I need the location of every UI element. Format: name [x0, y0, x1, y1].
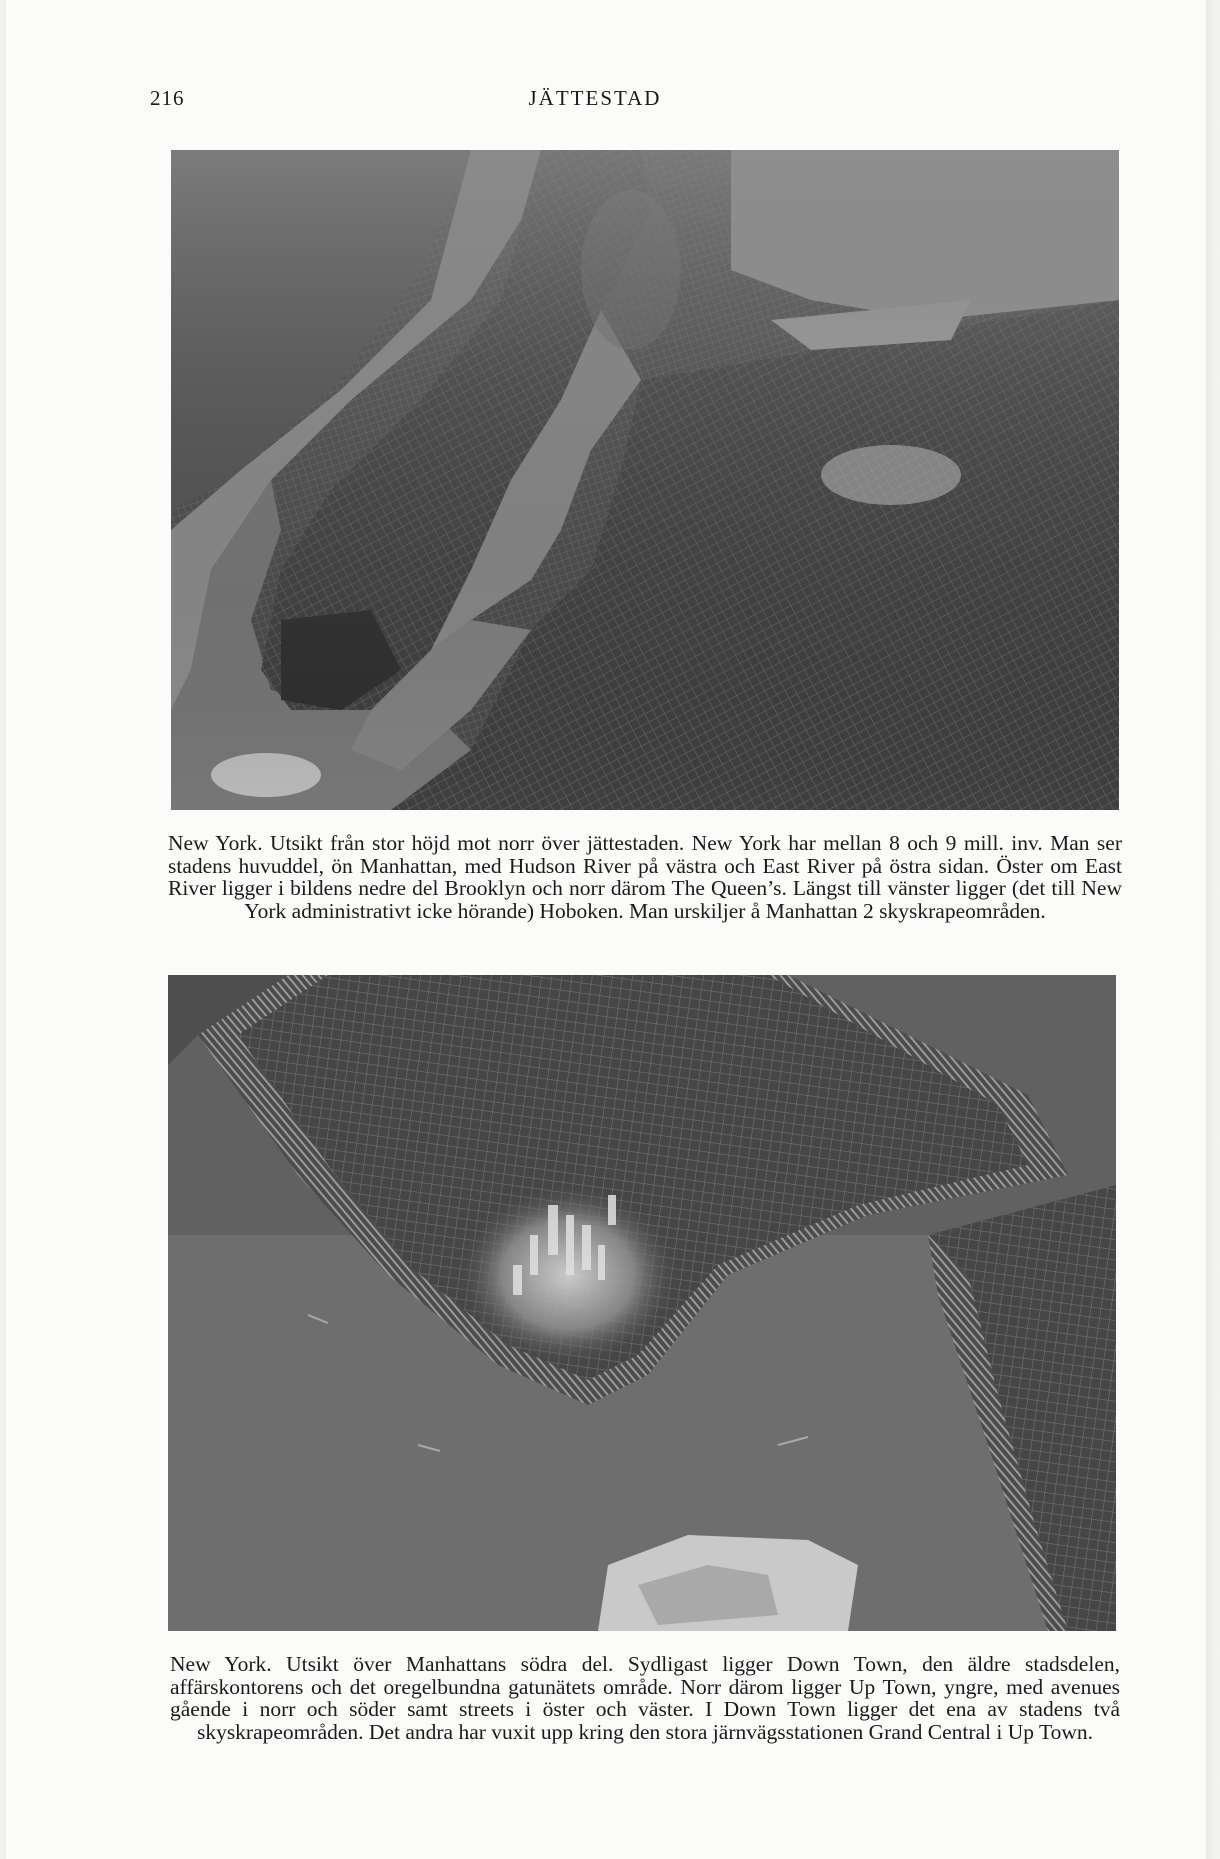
- aerial-photo-1-image: [171, 150, 1119, 810]
- aerial-photo-manhattan-north: [171, 150, 1119, 810]
- aerial-photo-lower-manhattan: [168, 975, 1116, 1631]
- figure-1-caption: New York. Utsikt från stor höjd mot norr över jättestaden. New York har mellan 8 och 9 mill. inv. Man ser stadens huvuddel, ön Manhattan, med Hudson River på västra och East River på östra sidan. Öster om East River ligger i bildens nedre del Brooklyn och norr därom The Queen’s. Längst till vänster ligger (det till New York administrativt icke hörande) Hoboken. Man urskiljer å Manhattan 2 skyskrapeområden.: [168, 831, 1122, 923]
- page-number: 216: [150, 86, 185, 110]
- running-title: JÄTTESTAD: [528, 86, 662, 110]
- page-right-edge: [1206, 0, 1220, 1859]
- page-header: [150, 86, 1040, 116]
- figure-2-caption: New York. Utsikt över Manhattans södra del. Sydligast ligger Down Town, den äldre stadsdelen, affärskontorens och det oregelbundna gatunätets område. Norr därom ligger Up Town, yngre, med avenues gående i norr och söder samt streets i öster och väster. I Down Town ligger det ena av stadens två skyskrapeområden. Det andra har vuxit upp kring den stora järnvägsstationen Grand Central i Up Town.: [170, 1652, 1120, 1744]
- page-left-edge: [0, 0, 6, 1859]
- aerial-photo-2-image: [168, 975, 1116, 1631]
